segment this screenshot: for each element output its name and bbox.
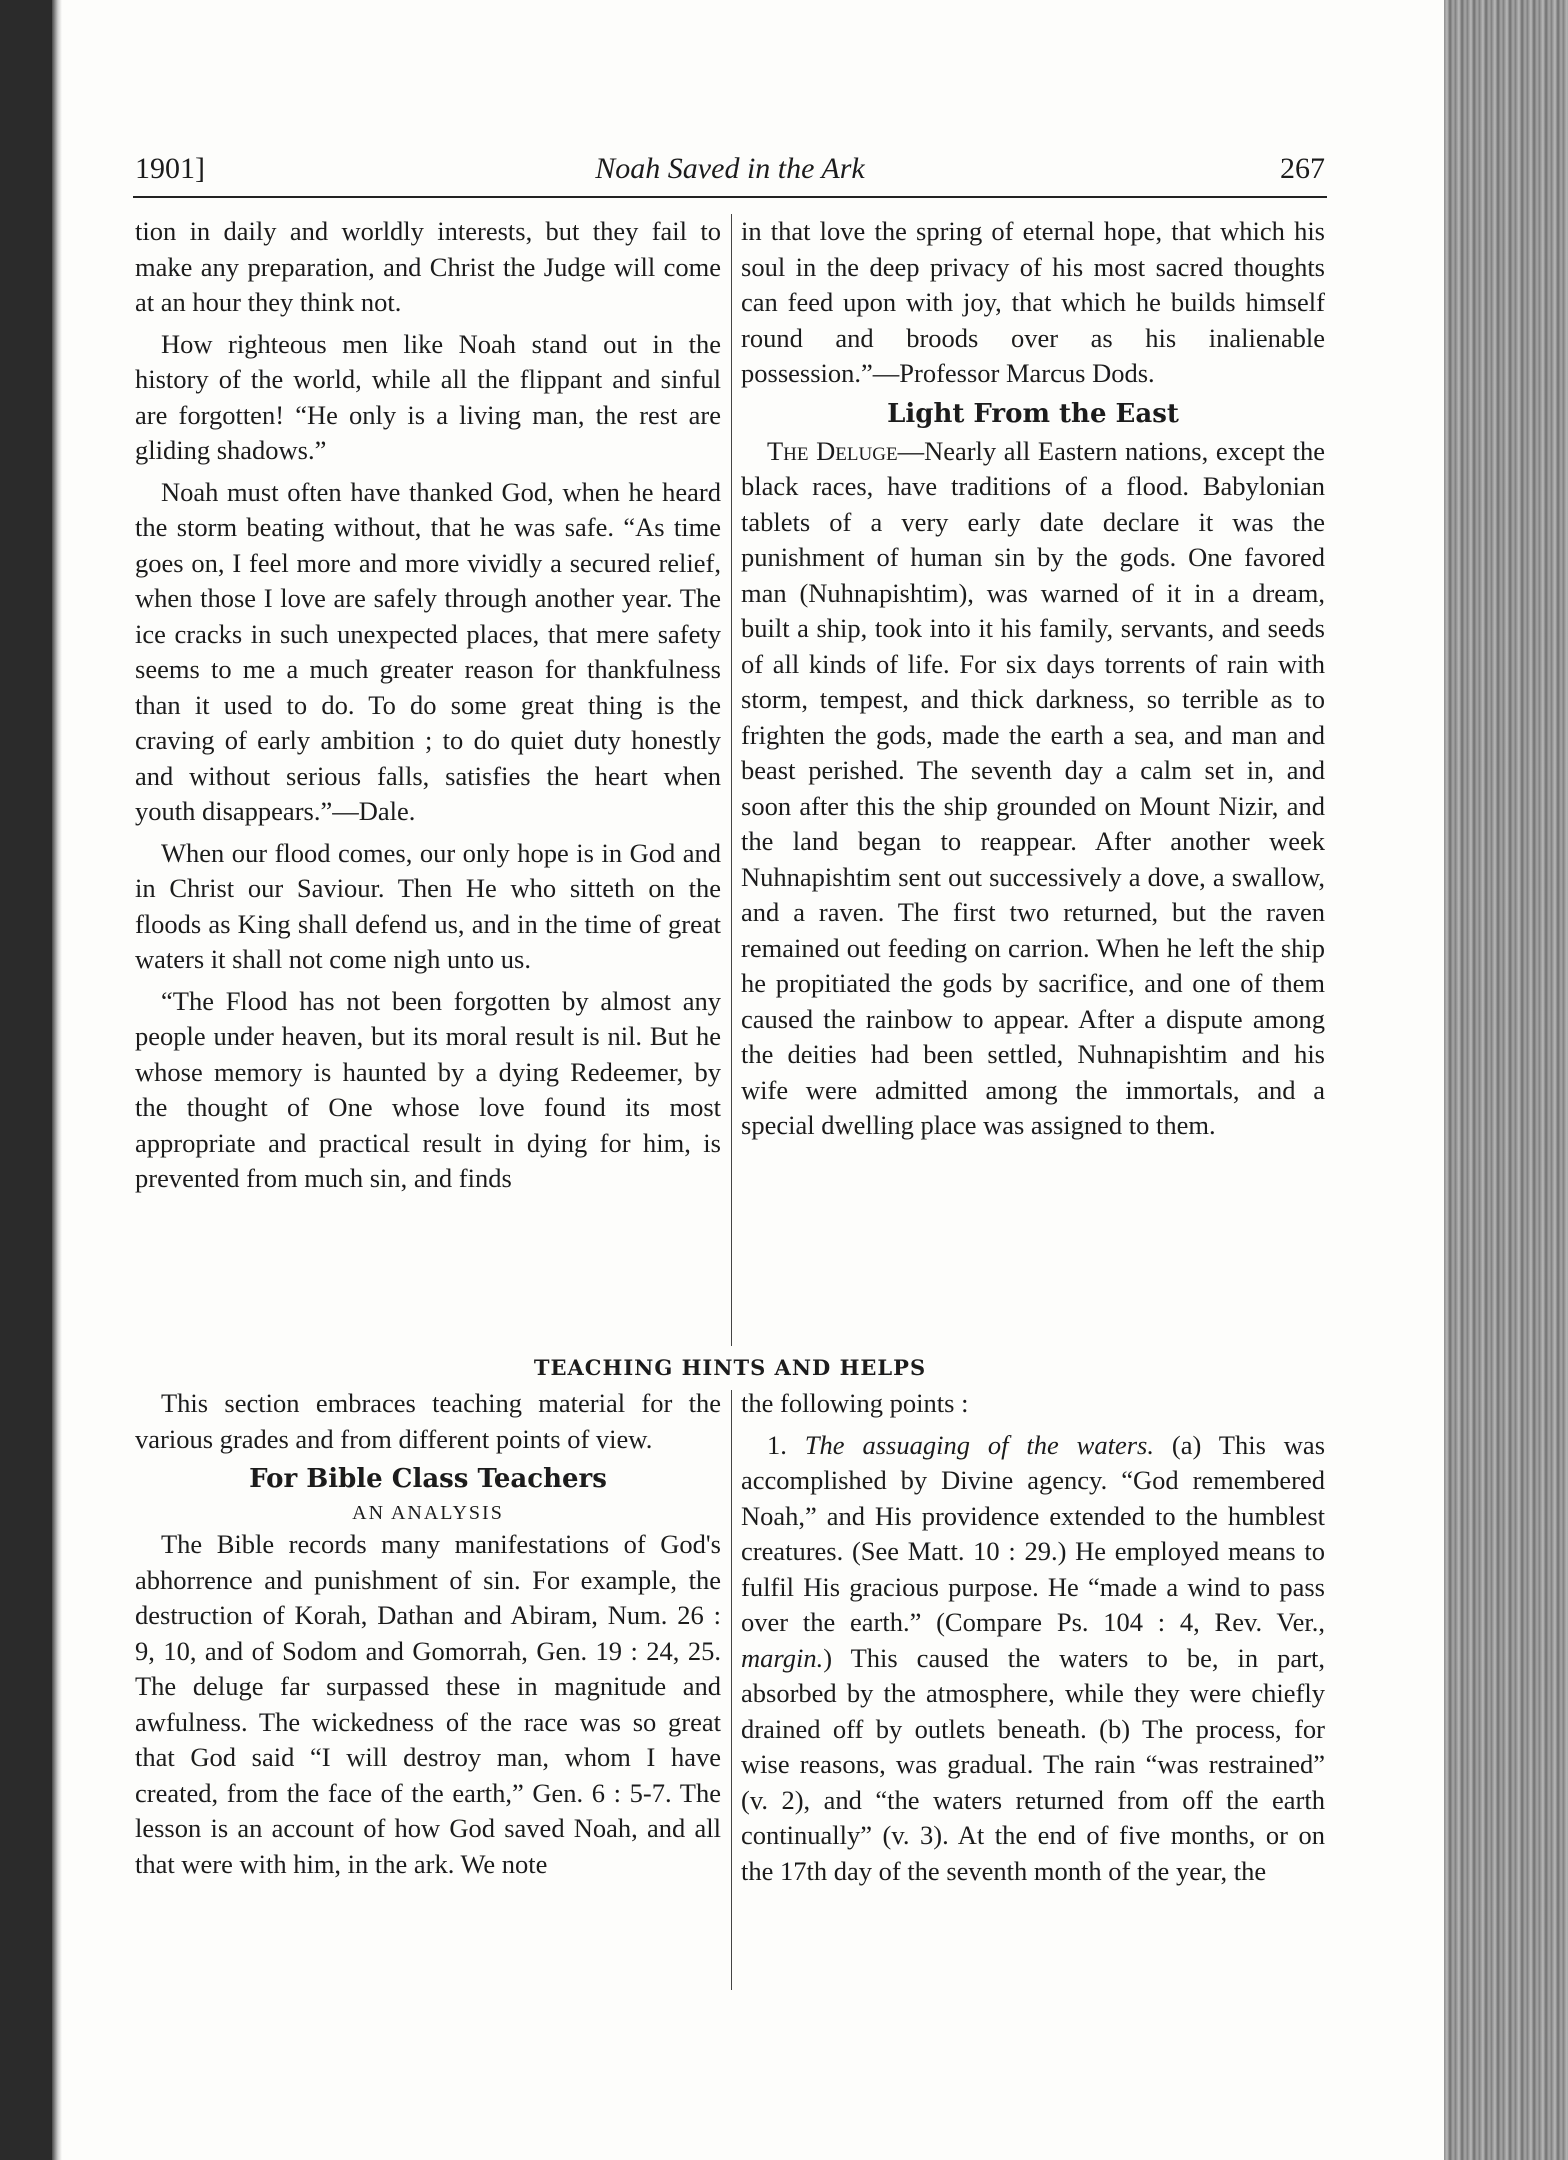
page-number: 267	[1280, 152, 1325, 185]
section-heading-bible-class: For Bible Class Teachers	[249, 1464, 607, 1494]
paragraph: Noah must often have thanked God, when he heard the storm beating without, that he was safe. “As time goes on, I feel more and more vividly a secured relief, when those I love are safely through another year. The ice cracks in such unexpected places, that mere safety seems to me a much greater reason for thankfulness than it used to do. To do some great thing is the craving of early ambition ; to do quiet duty honestly and without serious falls, satisfies the heart when youth disappears.”—Dale.	[135, 476, 721, 826]
left-column-top	[135, 214, 721, 1203]
paragraph: in that love the spring of eternal hope, that which his soul in the deep privacy of his most sacred thoughts can feed upon with joy, that which he builds himself round and broods over as his inalienable possession.”—Professor Marcus Dods.	[741, 216, 1325, 388]
binding-gutter	[52, 0, 62, 2160]
running-header	[135, 152, 1325, 194]
paragraph: “The Flood has not been forgotten by almost any people under heaven, but its moral result is nil. But he whose memory is haunted by a dying Redeemer, by the thought of One whose love found its most appropriate and practical result in dying for him, is prevented from much sin, and finds	[135, 985, 721, 1193]
column-divider	[731, 1390, 732, 1990]
point-text-italic: margin.	[741, 1642, 824, 1673]
point-number: 1.	[767, 1429, 787, 1460]
paragraph: the following points :	[741, 1388, 969, 1418]
header-title: Noah Saved in the Ark	[595, 152, 865, 185]
point-title: The assuaging of the waters.	[804, 1429, 1154, 1460]
paragraph-body: —Nearly all Eastern nations, except the black races, have traditions of a flood. Babylonian tablets of a very early date declare it was the punishment of human sin by the gods. One favored man (Nuhnapishtim), was warned of it in a dream, built a ship, took into it his family, servants, and seeds of all kinds of life. For six days torrents of rain with storm, tempest, and thick darkness, so terrible as to frighten the gods, made the earth a sea, and man and beast perished. The seventh day a calm set in, and soon after this the ship grounded on Mount Nizir, and the land began to reappear. After another week Nuhnapishtim sent out successively a dove, a swallow, and a raven. The first two returned, but the raven remained out feeding on carrion. When he left the ship he propitiated the gods by sacrifice, and one of them caused the rainbow to appear. After a dispute among the deities had been settled, Nuhnapishtim and his wife were admitted among the immortals, and a special dwelling place was assigned to them.	[741, 435, 1325, 1140]
left-column-bottom	[135, 1386, 721, 1888]
paragraph: When our flood comes, our only hope is in God and in Christ our Saviour. Then He who sitteth on the floods as King shall defend us, and in the time of great waters it shall not come nigh unto us.	[135, 837, 721, 974]
paragraph	[741, 1428, 1325, 1890]
right-column-bottom	[741, 1386, 1325, 1895]
header-year: 1901]	[135, 152, 205, 185]
column-divider	[731, 214, 732, 1346]
section-heading-light-from-the-east: Light From the East	[887, 398, 1179, 429]
header-rule	[133, 196, 1327, 198]
point-text: ) This caused the waters to be, in part, absorbed by the atmosphere, while they were chiefly drained off by outlets beneath. (b) The process, for wise reasons, was gradual. The rain “was restrained” (v. 2), and “the waters returned from off the earth continually” (v. 3). At the end of five months, or on the 17th day of the seventh month of the year, the	[741, 1642, 1325, 1886]
paragraph: How righteous men like Noah stand out in the history of the world, while all the flippant and sinful are forgotten! “He only is a living man, the rest are gliding shadows.”	[135, 328, 721, 465]
point-text: (a) This was accomplished by Divine agency. “God remembered Noah,” and His providence extended to the humblest creatures. (See Matt. 10 : 29.) He employed means to fulfil His gracious purpose. He “made a wind to pass over the earth.” (Compare Ps. 104 : 4, Rev. Ver.,	[741, 1429, 1326, 1637]
page-edges	[1444, 0, 1568, 2160]
lead-word: The Deluge	[767, 435, 898, 466]
paragraph: tion in daily and worldly interests, but they fail to make any preparation, and Christ the Judge will come at an hour they think not.	[135, 216, 721, 317]
paragraph: The Bible records many manifestations of God's abhorrence and punishment of sin. For example, the destruction of Korah, Dathan and Abiram, Num. 26 : 9, 10, and of Sodom and Gomorrah, Gen. 19 : 24, 25. The deluge far surpassed these in magnitude and awfulness. The wickedness of the race was so great that God said “I will destroy man, whom I have created, from the face of the earth,” Gen. 6 : 5-7. The lesson is an account of how God saved Noah, and all that were with him, in the ark. We note	[135, 1529, 721, 1879]
teaching-hints-title: TEACHING HINTS AND HELPS	[533, 1355, 927, 1380]
right-column-top	[741, 214, 1325, 1150]
subheading-analysis: AN ANALYSIS	[352, 1502, 504, 1524]
paragraph	[741, 434, 1325, 1144]
paragraph: This section embraces teaching material for the various grades and from different points of view.	[135, 1388, 721, 1454]
